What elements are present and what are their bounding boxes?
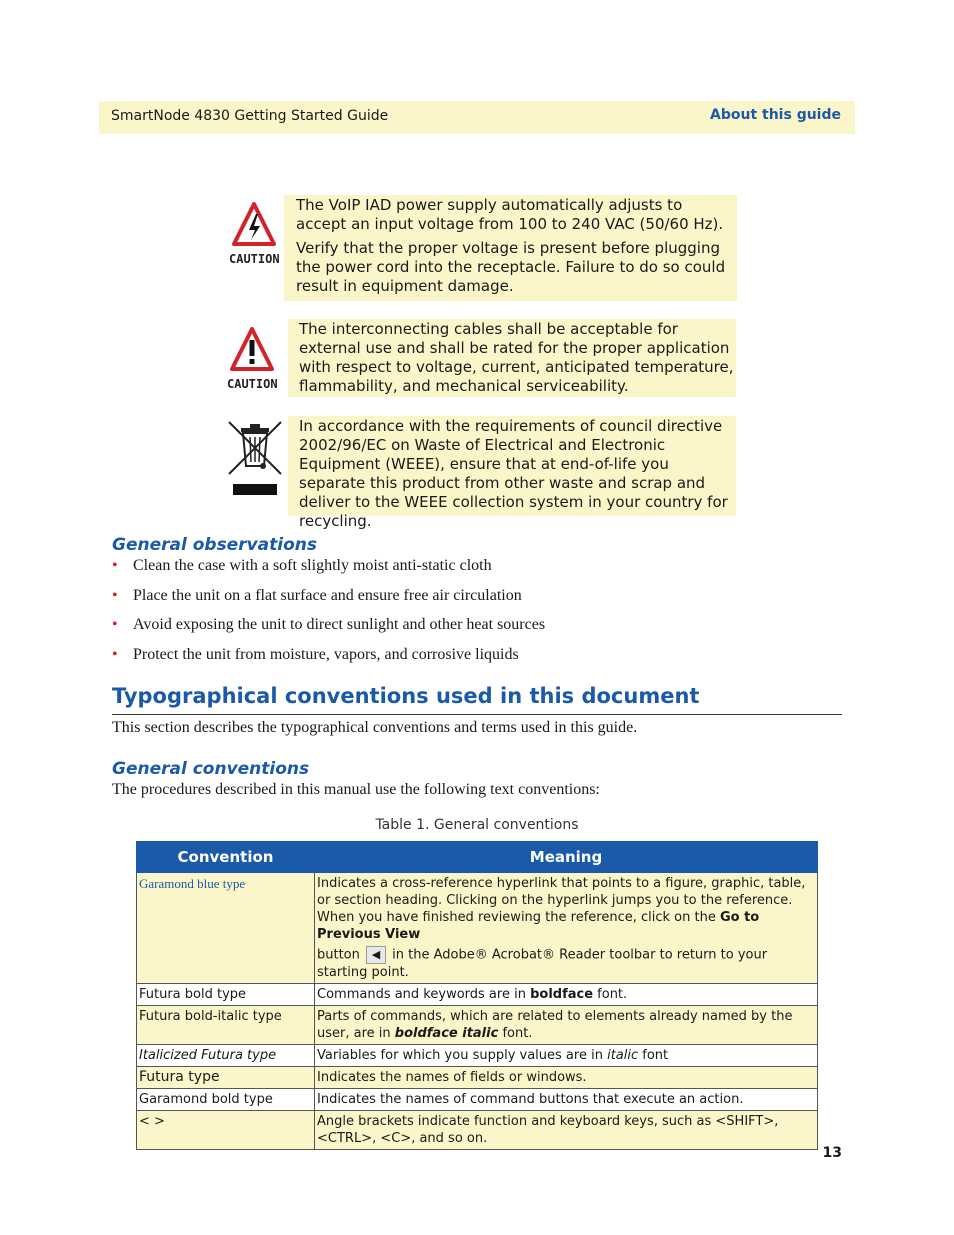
col-meaning-header: Meaning: [315, 842, 818, 873]
meaning-text: font.: [593, 987, 628, 1002]
convention-cell: Garamond bold type: [137, 1089, 315, 1111]
meaning-text: button: [317, 947, 360, 963]
list-item: [112, 616, 545, 646]
meaning-cell: Angle brackets indicate function and keyboard keys, such as <SHIFT>, <CTRL>, <C>, and so on.: [315, 1111, 818, 1150]
meaning-text: Parts of commands, which are related to elements already named by the user, are in: [317, 1009, 793, 1041]
table-row: [137, 1045, 818, 1067]
meaning-bold: boldface: [530, 987, 594, 1002]
meaning-text: in the Adobe® Acrobat® Reader toolbar to return to your starting point.: [317, 947, 768, 980]
convention-cell: < >: [137, 1111, 315, 1150]
bullet-icon: •: [112, 586, 118, 604]
table-row: [137, 1067, 818, 1089]
section-link[interactable]: About this guide: [710, 107, 841, 123]
table-caption: Table 1. General conventions: [375, 817, 579, 833]
blue-link-sample[interactable]: Garamond blue type: [139, 876, 246, 891]
meaning-cell: [315, 1006, 818, 1045]
convention-cell: Italicized Futura type: [137, 1045, 315, 1067]
meaning-text: Variables for which you supply values are in: [317, 1048, 608, 1063]
convention-cell: Futura bold-italic type: [137, 1006, 315, 1045]
meaning-bold: Go to Previous View: [317, 910, 760, 942]
list-item: [112, 557, 545, 587]
running-header: [99, 101, 855, 134]
observations-list: [112, 557, 545, 676]
bullet-icon: •: [112, 646, 118, 664]
list-item-text: Avoid exposing the unit to direct sunlight and other heat sources: [133, 616, 546, 634]
caution-note-2-icon-group: [227, 327, 277, 391]
page-number: 13: [822, 1145, 842, 1161]
meaning-text: Indicates a cross-reference hyperlink that points to a figure, graphic, table, or section heading. Clicking on the hyperlink jumps you to the reference. When you have finished reviewing the reference, click on the: [317, 876, 806, 925]
weee-crossed-bin-icon: [225, 420, 285, 498]
weee-note: [288, 416, 736, 530]
list-item-text: Protect the unit from moisture, vapors, and corrosive liquids: [133, 646, 519, 664]
note-paragraph: The interconnecting cables shall be acceptable for external use and shall be rated for the proper application with respect to voltage, current, anticipated temperature, flammability, and mechanical serviceability.: [299, 320, 734, 395]
convention-cell: Futura bold type: [137, 984, 315, 1006]
table-row: [137, 1089, 818, 1111]
typographical-intro: This section describes the typographical conventions and terms used in this guide.: [112, 719, 638, 736]
table-row: [137, 1111, 818, 1150]
bullet-icon: •: [112, 557, 118, 574]
table-header-row: [137, 842, 818, 873]
list-item: [112, 587, 545, 617]
general-observations-heading: General observations: [112, 535, 318, 555]
caution-note-1: [284, 195, 737, 301]
convention-cell: Futura type: [137, 1067, 315, 1089]
meaning-cell: Indicates the names of command buttons that execute an action.: [315, 1089, 818, 1111]
meaning-text: Commands and keywords are in: [317, 987, 531, 1002]
caution-label: CAUTION: [227, 377, 278, 391]
general-conventions-intro: The procedures described in this manual use the following text conventions:: [112, 781, 600, 798]
meaning-text: font: [638, 1048, 669, 1063]
bullet-icon: •: [112, 616, 118, 634]
meaning-bold-italic: boldface italic: [394, 1026, 499, 1041]
col-convention-header: Convention: [137, 842, 315, 873]
table-row: [137, 984, 818, 1006]
meaning-text: font.: [498, 1026, 533, 1041]
table-row: [137, 873, 818, 984]
general-conventions-heading: General conventions: [112, 759, 310, 779]
caution-lightning-icon: [232, 202, 276, 246]
note-paragraph: The VoIP IAD power supply automatically adjusts to accept an input voltage from 100 to 240 VAC (50/60 Hz).: [296, 196, 724, 233]
meaning-italic: italic: [607, 1048, 639, 1063]
note-paragraph: Verify that the proper voltage is present before plugging the power cord into the receptacle. Failure to do so could result in equipment damage.: [296, 239, 726, 295]
caution-exclamation-icon: [230, 327, 274, 371]
conventions-table: [136, 841, 818, 1150]
heading-rule: [112, 714, 842, 715]
table-row: [137, 1006, 818, 1045]
caution-note-1-icon-group: [229, 202, 279, 266]
meaning-cell: [315, 1045, 818, 1067]
list-item: [112, 646, 545, 676]
convention-cell: [137, 873, 315, 984]
list-item-text: Clean the case with a soft slightly moist anti-static cloth: [133, 557, 492, 574]
caution-note-2: [288, 319, 736, 397]
meaning-cell: [315, 984, 818, 1006]
doc-title: SmartNode 4830 Getting Started Guide: [111, 108, 389, 124]
list-item-text: Place the unit on a flat surface and ensure free air circulation: [133, 586, 522, 604]
meaning-cell: [315, 873, 818, 984]
meaning-cell: Indicates the names of fields or windows.: [315, 1067, 818, 1089]
caution-label: CAUTION: [229, 252, 280, 266]
note-paragraph: In accordance with the requirements of council directive 2002/96/EC on Waste of Electrical and Electronic Equipment (WEEE), ensure that at end-of-life you separate this product from other waste and scrap and deliver to the WEEE collection system in your country for recycling.: [299, 417, 728, 530]
typographical-heading: Typographical conventions used in this document: [112, 684, 700, 708]
previous-view-icon: ◀: [366, 946, 386, 964]
